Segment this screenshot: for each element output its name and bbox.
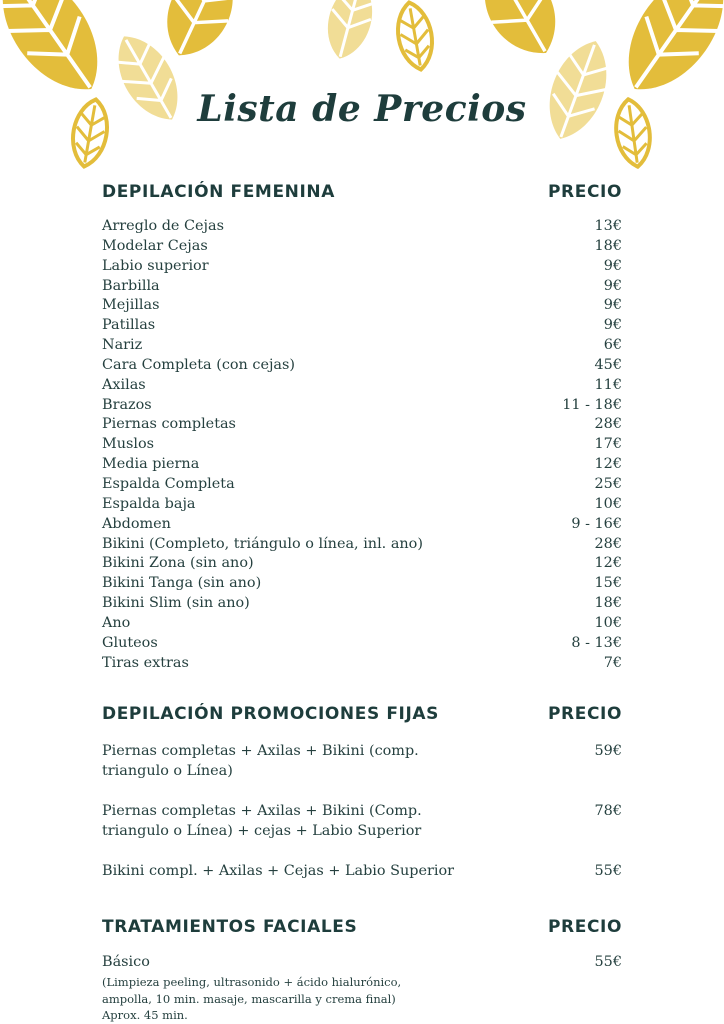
item-name: Brazos xyxy=(102,396,152,413)
list-item xyxy=(102,654,622,674)
item-name: Axilas xyxy=(102,376,146,393)
item-price: 28€ xyxy=(594,416,622,433)
item-price: 45€ xyxy=(594,356,622,373)
item-name: Labio superior xyxy=(102,257,209,274)
list-item xyxy=(102,336,622,356)
list-item xyxy=(102,634,622,654)
page-title: Lista de Precios xyxy=(197,88,527,130)
section-title: TRATAMIENTOS FACIALES xyxy=(102,917,358,937)
item-price: 59€ xyxy=(594,743,622,759)
list-item xyxy=(102,554,622,574)
item-name: Piernas completas + Axilas + Bikini (Comp. triangulo o Línea) + cejas + Labio Superior xyxy=(102,803,422,839)
item-price: 10€ xyxy=(594,495,622,512)
item-name: Piernas completas + Axilas + Bikini (comp. triangulo o Línea) xyxy=(102,743,419,779)
item-price: 25€ xyxy=(594,475,622,492)
item-name: Cara Completa (con cejas) xyxy=(102,356,296,373)
list-item xyxy=(102,257,622,277)
item-note: (Limpieza peeling, ultrasonido + ácido hialurónico, ampolla, 10 min. masaje, mascarilla y crema final) Aprox. 45 min. xyxy=(102,975,402,1022)
list-item xyxy=(102,475,622,495)
item-name: Tiras extras xyxy=(102,654,189,671)
list-item xyxy=(102,594,622,614)
item-price: 9 - 16€ xyxy=(571,515,622,532)
item-name: Espalda baja xyxy=(102,495,196,512)
item-name: Modelar Cejas xyxy=(102,237,208,254)
item-price: 9€ xyxy=(603,297,622,314)
list-item xyxy=(102,296,622,316)
item-name: Abdomen xyxy=(102,515,171,532)
item-price: 13€ xyxy=(594,218,622,234)
item-name: Bikini compl. + Axilas + Cejas + Labio Superior xyxy=(102,863,455,879)
list-item xyxy=(102,574,622,594)
item-name: Bikini Slim (sin ano) xyxy=(102,595,250,612)
list-item xyxy=(102,237,622,257)
price-header: PRECIO xyxy=(547,182,622,202)
price-list-femenina xyxy=(102,217,622,673)
list-item xyxy=(102,396,622,416)
item-price: 55€ xyxy=(594,863,622,879)
item-price: 18€ xyxy=(594,595,622,612)
item-price: 11€ xyxy=(594,376,622,393)
item-name: Barbilla xyxy=(102,277,160,294)
item-name: Básico xyxy=(102,954,150,970)
item-name: Ano xyxy=(102,614,131,631)
item-price: 55€ xyxy=(594,954,622,970)
list-item xyxy=(102,376,622,396)
leaf-icon xyxy=(393,0,437,72)
item-name: Media pierna xyxy=(102,456,200,473)
list-item xyxy=(102,952,622,1024)
section-header-faciales xyxy=(102,917,622,937)
list-item xyxy=(102,435,622,455)
item-price: 15€ xyxy=(594,575,622,592)
section-header-promociones xyxy=(102,704,622,724)
item-price: 78€ xyxy=(594,803,622,819)
item-name: Nariz xyxy=(102,337,143,354)
item-name: Muslos xyxy=(102,436,155,453)
list-item xyxy=(102,535,622,555)
list-item xyxy=(102,614,622,634)
item-price: 12€ xyxy=(594,555,622,572)
list-item xyxy=(102,495,622,515)
list-item xyxy=(102,515,622,535)
item-name: Arreglo de Cejas xyxy=(102,218,224,234)
leaf-icon xyxy=(152,0,249,68)
price-header: PRECIO xyxy=(547,917,622,937)
item-price: 6€ xyxy=(603,337,622,354)
list-item xyxy=(102,741,622,781)
price-header: PRECIO xyxy=(547,704,622,724)
list-item xyxy=(102,277,622,297)
item-price: 9€ xyxy=(603,317,622,334)
list-item xyxy=(102,316,622,336)
item-price: 12€ xyxy=(594,456,622,473)
leaf-icon xyxy=(319,0,380,64)
item-name: Mejillas xyxy=(102,297,160,314)
item-price: 8 - 13€ xyxy=(571,634,622,651)
item-name: Gluteos xyxy=(102,634,158,651)
item-price: 17€ xyxy=(594,436,622,453)
section-title: DEPILACIÓN PROMOCIONES FIJAS xyxy=(102,704,439,724)
leaf-icon xyxy=(466,0,573,69)
section-header-femenina xyxy=(102,182,622,202)
item-price: 18€ xyxy=(594,237,622,254)
list-item xyxy=(102,415,622,435)
item-price: 10€ xyxy=(594,614,622,631)
item-name: Espalda Completa xyxy=(102,475,235,492)
item-price: 9€ xyxy=(603,257,622,274)
item-name: Patillas xyxy=(102,317,156,334)
list-item xyxy=(102,217,622,237)
section-title: DEPILACIÓN FEMENINA xyxy=(102,182,335,202)
item-name: Bikini (Completo, triángulo o línea, inl. ano) xyxy=(102,535,423,552)
item-price: 7€ xyxy=(603,654,622,671)
item-name: Piernas completas xyxy=(102,416,236,433)
item-price: 28€ xyxy=(594,535,622,552)
list-item xyxy=(102,455,622,475)
list-item xyxy=(102,861,622,881)
item-name: Bikini Zona (sin ano) xyxy=(102,555,254,572)
item-price: 11 - 18€ xyxy=(562,396,622,413)
item-price: 9€ xyxy=(603,277,622,294)
item-name: Bikini Tanga (sin ano) xyxy=(102,575,262,592)
list-item xyxy=(102,356,622,376)
list-item xyxy=(102,801,622,841)
